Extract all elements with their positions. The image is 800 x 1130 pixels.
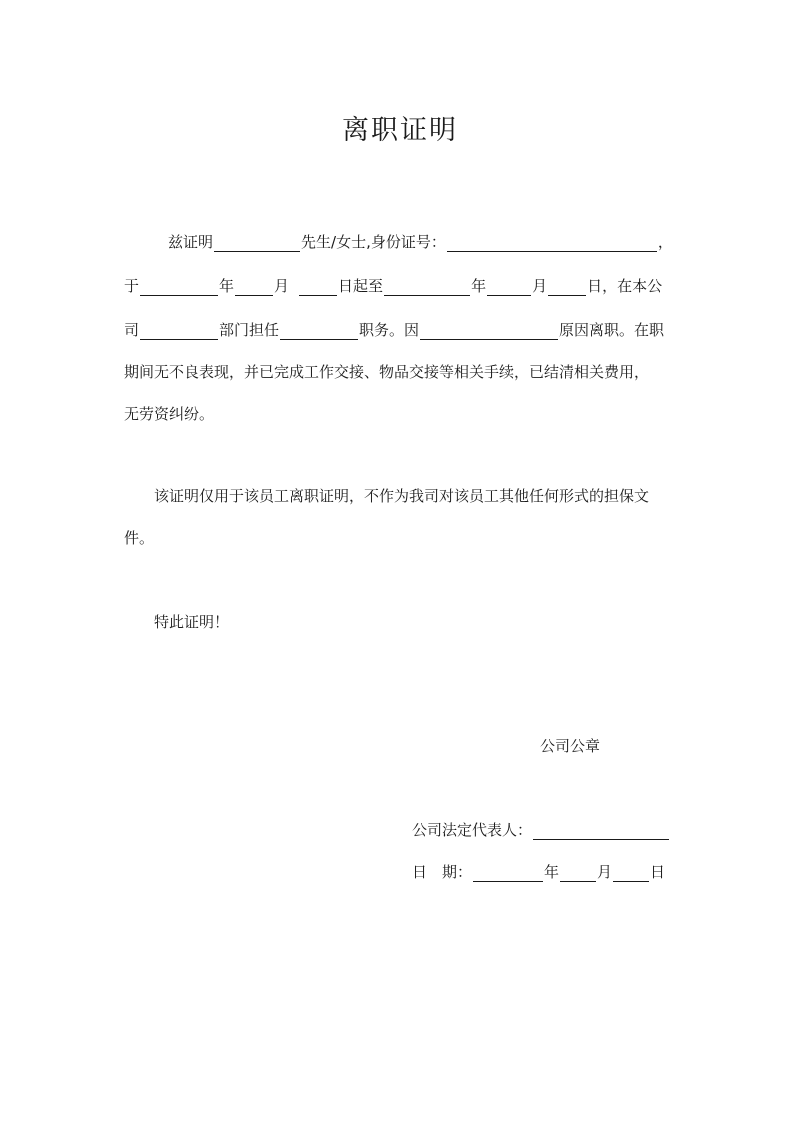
page-title: 离职证明	[342, 115, 458, 146]
department-blank[interactable]	[140, 323, 218, 340]
text: 特此证明！	[154, 613, 230, 631]
text: 先生/女士,身份证号：	[301, 233, 446, 251]
text: 该证明仅用于该员工离职证明，不作为我司对该员工其他任何形式的担保文	[154, 487, 650, 505]
text: 年	[219, 277, 235, 295]
text: 月	[274, 277, 290, 295]
text: 月	[532, 277, 548, 295]
text: 年	[471, 277, 487, 295]
position-blank[interactable]	[280, 323, 358, 340]
text: 司	[124, 321, 140, 339]
date-label: 日 期：	[412, 863, 473, 881]
para1-line2	[124, 276, 662, 296]
text: ，	[657, 233, 673, 251]
id-number-blank[interactable]	[447, 235, 657, 252]
date-year-blank[interactable]	[473, 865, 543, 882]
text: 年	[544, 863, 560, 881]
text: 无劳资纠纷。	[124, 405, 215, 423]
para3	[154, 612, 229, 632]
name-blank[interactable]	[214, 235, 300, 252]
text: 日	[650, 863, 666, 881]
representative-label: 公司法定代表人：	[412, 821, 533, 839]
text: 职务。因	[359, 321, 420, 339]
text: 兹证明	[168, 233, 214, 251]
text: 原因离职。在职	[559, 321, 665, 339]
start-day-blank[interactable]	[299, 279, 337, 296]
end-day-blank[interactable]	[548, 279, 586, 296]
text: 期间无不良表现，并已完成工作交接、物品交接等相关手续，已结清相关费用，	[124, 363, 650, 381]
para1-line5	[124, 404, 214, 424]
end-year-blank[interactable]	[384, 279, 470, 296]
date-line	[412, 862, 665, 882]
date-month-blank[interactable]	[560, 865, 596, 882]
representative-line	[412, 820, 670, 840]
text: 部门担任	[219, 321, 280, 339]
text: 于	[124, 277, 140, 295]
start-year-blank[interactable]	[140, 279, 218, 296]
reason-blank[interactable]	[420, 323, 558, 340]
date-day-blank[interactable]	[613, 865, 649, 882]
representative-blank[interactable]	[533, 823, 669, 840]
text: 日起至	[338, 277, 384, 295]
para1-line3	[124, 320, 664, 340]
para1-line1	[168, 232, 673, 252]
para1-line4	[124, 362, 649, 382]
para2-line2	[124, 528, 154, 548]
end-month-blank[interactable]	[487, 279, 531, 296]
company-seal-label: 公司公章	[540, 737, 601, 755]
para2-line1	[154, 486, 649, 506]
text: 月	[597, 863, 613, 881]
text: 件。	[124, 529, 155, 547]
start-month-blank[interactable]	[235, 279, 273, 296]
text: 日，在本公	[587, 277, 663, 295]
